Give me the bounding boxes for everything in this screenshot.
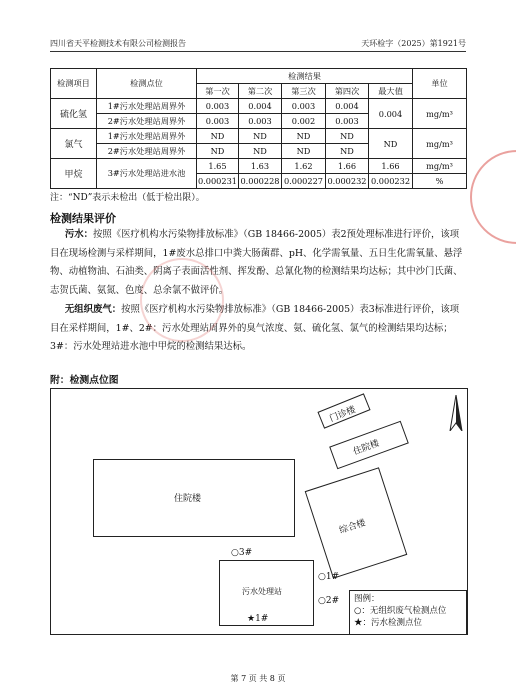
value-cell: 1.65 bbox=[197, 159, 239, 174]
table-row bbox=[51, 129, 467, 144]
value-cell: 0.004 bbox=[326, 99, 369, 114]
value-cell: 1.62 bbox=[282, 159, 326, 174]
building-complex bbox=[305, 467, 408, 579]
legend-circle: ○：无组织废气检测点位 bbox=[354, 606, 447, 616]
col-location-header: 检测点位 bbox=[97, 69, 197, 99]
value-cell: ND bbox=[197, 129, 239, 144]
section-title: 检测结果评价 bbox=[50, 212, 116, 225]
building-label: 污水处理站 bbox=[242, 587, 282, 596]
value-cell: ND bbox=[326, 144, 369, 159]
value-cell: ND bbox=[239, 129, 282, 144]
location-cell: 1#污水处理站周界外 bbox=[97, 99, 197, 114]
value-cell: ND bbox=[197, 144, 239, 159]
value-cell: 0.004 bbox=[239, 99, 282, 114]
building-inpatient-main bbox=[93, 459, 295, 537]
value-cell: 0.003 bbox=[197, 99, 239, 114]
unit-cell: mg/m³ bbox=[413, 129, 467, 159]
value-cell: 1.63 bbox=[239, 159, 282, 174]
value-cell: 0.000231 bbox=[197, 174, 239, 189]
location-cell: 1#污水处理站周界外 bbox=[97, 129, 197, 144]
value-cell: ND bbox=[239, 144, 282, 159]
para-label: 污水： bbox=[64, 229, 94, 240]
value-cell: 0.003 bbox=[239, 114, 282, 129]
max-cell: 1.66 bbox=[369, 159, 413, 174]
max-cell: 0.004 bbox=[369, 99, 413, 129]
sub-header: 第二次 bbox=[239, 84, 282, 99]
value-cell: 0.003 bbox=[197, 114, 239, 129]
header-report-number: 天环检字（2025）第1921号 bbox=[361, 39, 466, 48]
max-cell: ND bbox=[369, 129, 413, 159]
item-cell: 氯气 bbox=[51, 129, 97, 159]
col-unit-header: 单位 bbox=[413, 69, 467, 99]
page-footer: 第 7 页 共 8 页 bbox=[230, 674, 286, 683]
para-text: 按照《医疗机构水污染物排放标准》（GB 18466-2005）表2预处理标准进行评价，该项目在现场检测与采样期间，1#废水总排口中粪大肠菌群、pH、化学需氧量、五日生化需氧量、悬浮物、动植物油、石油类、阴离子表面活性剂、挥发酚、总氰化物的检测结果均达标；其中沙门氏菌、志贺氏菌、氨氮、色度、总余氯不做评价。 bbox=[50, 229, 463, 296]
building-inpatient-small bbox=[329, 421, 409, 470]
item-cell: 硫化氢 bbox=[51, 99, 97, 129]
map-legend bbox=[349, 590, 467, 635]
figure-title: 附：检测点位图 bbox=[50, 375, 119, 386]
building-label: 门诊楼 bbox=[328, 405, 358, 425]
evaluation-wastewater bbox=[50, 226, 466, 300]
value-cell: 0.000232 bbox=[326, 174, 369, 189]
value-cell: ND bbox=[326, 129, 369, 144]
official-seal-right bbox=[470, 150, 516, 244]
value-cell: 0.000227 bbox=[282, 174, 326, 189]
sub-header: 第三次 bbox=[282, 84, 326, 99]
value-cell: 0.003 bbox=[326, 114, 369, 129]
header-rule bbox=[50, 51, 466, 52]
sub-header: 第一次 bbox=[197, 84, 239, 99]
building-label: 住院楼 bbox=[351, 438, 381, 458]
item-cell: 甲烷 bbox=[51, 159, 97, 189]
table-row bbox=[51, 159, 467, 174]
monitoring-point-1: ○1# bbox=[318, 572, 340, 582]
monitoring-point-3: ○3# bbox=[231, 548, 253, 558]
legend-title: 图例： bbox=[354, 594, 380, 604]
header-company: 四川省天平检测技术有限公司检测报告 bbox=[50, 39, 186, 48]
table-row bbox=[51, 99, 467, 114]
value-cell: ND bbox=[282, 129, 326, 144]
para-label: 无组织废气： bbox=[64, 304, 122, 315]
value-cell: 0.003 bbox=[282, 99, 326, 114]
col-results-header: 检测结果 bbox=[197, 69, 413, 84]
location-cell: 2#污水处理站周界外 bbox=[97, 144, 197, 159]
value-cell: 1.66 bbox=[326, 159, 369, 174]
unit-cell: mg/m³ bbox=[413, 99, 467, 129]
unit-cell: mg/m³ bbox=[413, 159, 467, 174]
value-cell: 0.002 bbox=[282, 114, 326, 129]
col-item-header: 检测项目 bbox=[51, 69, 97, 99]
building-label: 综合楼 bbox=[338, 518, 368, 537]
building-label: 住院楼 bbox=[174, 494, 202, 504]
location-cell: 3#污水处理站进水池 bbox=[97, 159, 197, 189]
results-table bbox=[50, 68, 467, 189]
sub-header: 最大值 bbox=[369, 84, 413, 99]
monitoring-point-2: ○2# bbox=[318, 596, 340, 606]
wastewater-point-1: ★1# bbox=[247, 614, 269, 624]
north-arrow-icon bbox=[449, 395, 463, 431]
building-clinic bbox=[317, 393, 370, 428]
evaluation-exhaust bbox=[50, 301, 466, 357]
legend-star: ★：污水检测点位 bbox=[354, 618, 423, 628]
value-cell: ND bbox=[282, 144, 326, 159]
official-seal-center bbox=[140, 258, 224, 342]
table-note: 注：“ND”表示未检出（低于检出限）。 bbox=[50, 193, 205, 203]
sub-header: 第四次 bbox=[326, 84, 369, 99]
location-cell: 2#污水处理站周界外 bbox=[97, 114, 197, 129]
value-cell: 0.000228 bbox=[239, 174, 282, 189]
unit-cell: % bbox=[413, 174, 467, 189]
para-text: 按照《医疗机构水污染物排放标准》（GB 18466-2005）表3标准进行评价，该项目在采样期间，1#、2#：污水处理站周界外的臭气浓度、氨、硫化氢、氯气的检测结果均达标；3#：污水处理站进水池中甲烷的检测结果达标。 bbox=[50, 304, 460, 352]
max-cell: 0.000232 bbox=[369, 174, 413, 189]
